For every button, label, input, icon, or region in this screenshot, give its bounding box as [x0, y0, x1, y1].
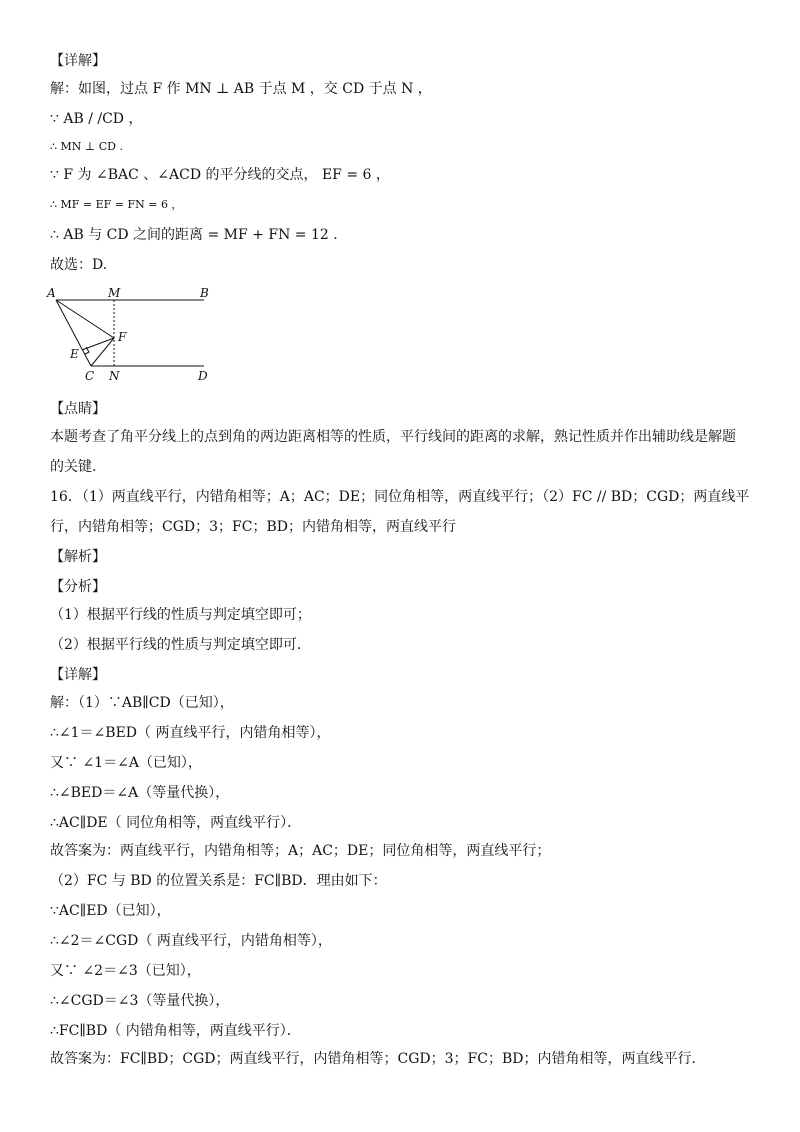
label-a: A — [47, 286, 56, 300]
segment-af — [56, 300, 114, 338]
label-d: D — [198, 369, 208, 383]
text-line-l06: ∴ MF = EF = FN = 6 ， — [50, 198, 183, 211]
text-line-l23: ∴AC∥DE（ 同位角相等，两直线平行）． — [50, 815, 302, 831]
text-line-l12: 16．（1）两直线平行，内错角相等；A；AC；DE；同位角相等，两直线平行；（2）FC // BD；CGD；两直线平 — [50, 489, 750, 505]
geometry-figure — [44, 283, 224, 383]
label-c: C — [85, 369, 95, 383]
text-line-l25: （2）FC 与 BD 的位置关系是：FC∥BD．理由如下： — [50, 873, 387, 889]
label-n: N — [109, 369, 120, 383]
text-line-l17: （2）根据平行线的性质与判定填空即可． — [50, 637, 311, 653]
text-line-l20: ∴∠1＝∠BED（ 两直线平行，内错角相等）， — [50, 725, 331, 741]
text-line-l14: 【解析】 — [50, 549, 106, 565]
label-e: E — [70, 347, 79, 361]
label-m: M — [108, 286, 121, 300]
text-line-l19: 解：（1）∵AB∥CD（已知）， — [50, 695, 234, 711]
text-line-l27: ∴∠2＝∠CGD（ 两直线平行，内错角相等）， — [50, 933, 332, 949]
text-line-l22: ∴∠BED＝∠A（等量代换）， — [50, 785, 230, 801]
text-line-l08: 故选：D. — [50, 257, 108, 273]
text-line-l02: 解：如图，过点 F 作 MN ⊥ AB 于点 M ，交 CD 于点 N ， — [50, 81, 432, 97]
text-line-l11: 的关键． — [50, 459, 106, 475]
label-f: F — [118, 330, 127, 344]
text-line-l07: ∴ AB 与 CD 之间的距离 = MF + FN = 12 . — [50, 227, 338, 243]
text-line-l10: 本题考查了角平分线上的点到角的两边距离相等的性质，平行线间的距离的求解，熟记性质并作出辅助线是解题 — [50, 429, 736, 445]
text-line-l03: ∵ AB / /CD ， — [50, 111, 143, 127]
text-line-l28: 又∵ ∠2＝∠3（已知）， — [50, 963, 201, 979]
label-b: B — [200, 286, 209, 300]
text-line-l01: 【详解】 — [50, 53, 106, 69]
text-line-l18: 【详解】 — [50, 667, 106, 683]
text-line-l04: ∴ MN ⊥ CD . — [50, 140, 123, 153]
text-line-l29: ∴∠CGD＝∠3（等量代换）， — [50, 993, 230, 1009]
text-line-l15: 【分析】 — [50, 579, 106, 595]
text-line-l31: 故答案为：FC∥BD；CGD；两直线平行，内错角相等；CGD；3；FC；BD；内错角相等，两直线平行． — [50, 1051, 706, 1067]
text-line-l13: 行，内错角相等；CGD；3；FC；BD；内错角相等，两直线平行 — [50, 519, 456, 535]
text-line-l09: 【点睛】 — [50, 401, 106, 417]
text-line-l21: 又∵ ∠1＝∠A（已知）， — [50, 755, 202, 771]
text-line-l05: ∵ F 为 ∠BAC 、∠ACD 的平分线的交点， EF = 6 ， — [50, 167, 390, 183]
text-line-l16: （1）根据平行线的性质与判定填空即可； — [50, 607, 311, 623]
text-line-l24: 故答案为：两直线平行，内错角相等；A；AC；DE；同位角相等，两直线平行； — [50, 843, 551, 859]
text-line-l30: ∴FC∥BD（ 内错角相等，两直线平行）． — [50, 1023, 301, 1039]
text-line-l26: ∵AC∥ED（已知）， — [50, 903, 171, 919]
